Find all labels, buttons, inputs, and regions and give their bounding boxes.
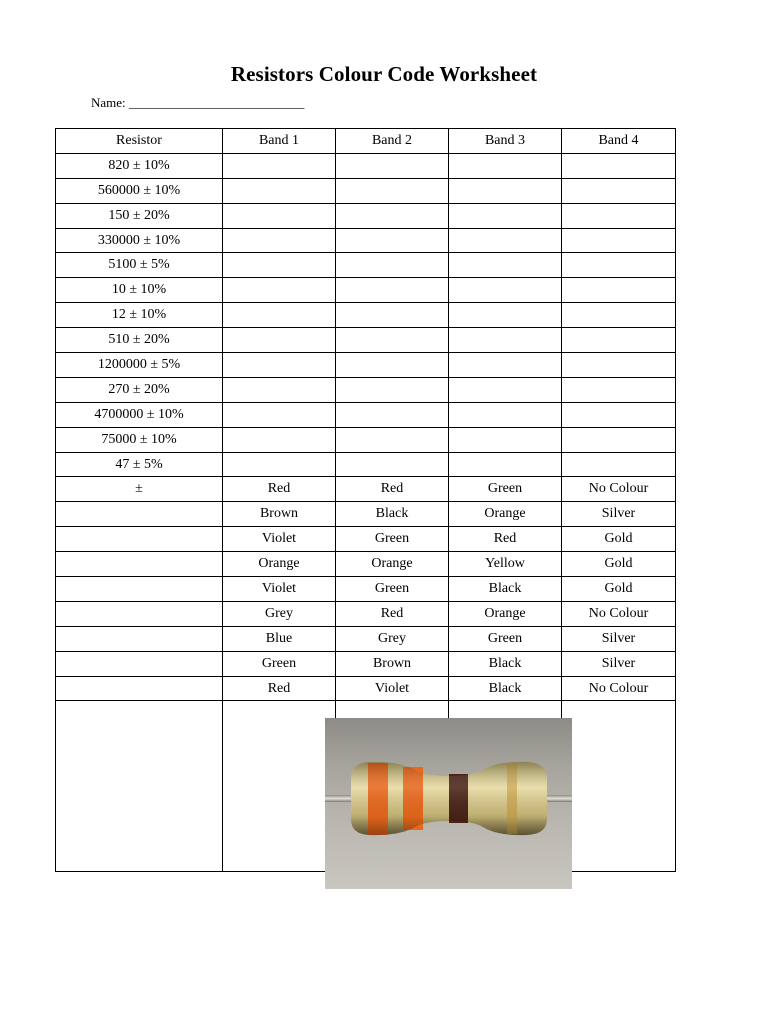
band-1-color-cell: Violet	[223, 527, 336, 552]
band-1-answer-cell[interactable]	[223, 228, 336, 253]
band-4-color-cell: Gold	[562, 527, 676, 552]
band-2-answer-cell[interactable]	[336, 178, 449, 203]
resistor-value-cell: 560000 ± 10%	[56, 178, 223, 203]
table-row	[56, 377, 676, 402]
resistor-answer-cell[interactable]	[56, 701, 223, 872]
band-2-answer-cell[interactable]	[336, 228, 449, 253]
header-resistor: Resistor	[56, 129, 223, 154]
band-3-answer-cell[interactable]	[449, 377, 562, 402]
band-4-color-cell: No Colour	[562, 601, 676, 626]
resistor-value-cell: 47 ± 5%	[56, 452, 223, 477]
band-1-color-cell: Green	[223, 651, 336, 676]
resistor-answer-cell[interactable]: ±	[56, 477, 223, 502]
band-1-color-cell: Grey	[223, 601, 336, 626]
band-2-answer-cell[interactable]	[336, 427, 449, 452]
band-1-answer-cell[interactable]	[223, 328, 336, 353]
resistor-value-cell: 75000 ± 10%	[56, 427, 223, 452]
band-3-color-cell: Red	[449, 527, 562, 552]
band-4-color-cell: No Colour	[562, 676, 676, 701]
band-2-answer-cell[interactable]	[336, 402, 449, 427]
band-3-color-cell: Orange	[449, 502, 562, 527]
table-row	[56, 477, 676, 502]
band-2-color-cell: Green	[336, 577, 449, 602]
band-2-answer-cell[interactable]	[336, 452, 449, 477]
band-1-answer-cell[interactable]	[223, 402, 336, 427]
band-3-answer-cell[interactable]	[449, 402, 562, 427]
band-4-color-cell: Gold	[562, 552, 676, 577]
resistor-answer-cell[interactable]	[56, 502, 223, 527]
table-row	[56, 601, 676, 626]
table-row	[56, 552, 676, 577]
table-row	[56, 328, 676, 353]
left-lead	[325, 795, 355, 802]
band-4-answer-cell[interactable]	[562, 303, 676, 328]
resistor-answer-cell[interactable]	[56, 601, 223, 626]
band-3-answer-cell[interactable]	[449, 452, 562, 477]
band-3-color-cell: Black	[449, 651, 562, 676]
band-4-answer-cell[interactable]	[562, 377, 676, 402]
band-2-answer-cell[interactable]	[336, 353, 449, 378]
band-1-color-cell: Brown	[223, 502, 336, 527]
band-1-answer-cell[interactable]	[223, 253, 336, 278]
band-1-color-cell: Violet	[223, 577, 336, 602]
band-1-color-cell: Blue	[223, 626, 336, 651]
resistor-value-cell: 1200000 ± 5%	[56, 353, 223, 378]
resistor-value-cell: 270 ± 20%	[56, 377, 223, 402]
band-3-answer-cell[interactable]	[449, 353, 562, 378]
table-row	[56, 228, 676, 253]
band-4-answer-cell[interactable]	[562, 228, 676, 253]
table-row	[56, 651, 676, 676]
band-1-answer-cell[interactable]	[223, 278, 336, 303]
band-3-answer-cell[interactable]	[449, 178, 562, 203]
resistor-answer-cell[interactable]	[56, 626, 223, 651]
table-row	[56, 577, 676, 602]
band-2-color-cell: Red	[336, 601, 449, 626]
band-2-answer-cell[interactable]	[336, 377, 449, 402]
band-1-answer-cell[interactable]	[223, 303, 336, 328]
band-1-answer-cell[interactable]	[223, 203, 336, 228]
table-header-row	[56, 129, 676, 154]
band-2-color-cell: Green	[336, 527, 449, 552]
resistor-value-cell: 510 ± 20%	[56, 328, 223, 353]
band-3-answer-cell[interactable]	[449, 253, 562, 278]
table-row	[56, 253, 676, 278]
band-3-answer-cell[interactable]	[449, 427, 562, 452]
band-4-answer-cell[interactable]	[562, 452, 676, 477]
table-row	[56, 527, 676, 552]
band-4-answer-cell[interactable]	[562, 153, 676, 178]
table-row	[56, 676, 676, 701]
resistor-illustration	[325, 718, 572, 889]
band-4-color-cell: Silver	[562, 502, 676, 527]
resistor-answer-cell[interactable]	[56, 651, 223, 676]
band-1-answer-cell[interactable]	[223, 153, 336, 178]
band-2-answer-cell[interactable]	[336, 253, 449, 278]
band-4-answer-cell[interactable]	[562, 253, 676, 278]
table-row	[56, 178, 676, 203]
band-2-answer-cell[interactable]	[336, 203, 449, 228]
band-2-color-cell: Black	[336, 502, 449, 527]
table-row	[56, 353, 676, 378]
band-1-color-cell: Red	[223, 676, 336, 701]
table-row	[56, 303, 676, 328]
band-4-color-cell: Gold	[562, 577, 676, 602]
band-2-color-cell: Orange	[336, 552, 449, 577]
band-3-color-cell: Orange	[449, 601, 562, 626]
band-3-color-cell: Green	[449, 626, 562, 651]
band-3-answer-cell[interactable]	[449, 278, 562, 303]
band-4-color-cell: Silver	[562, 651, 676, 676]
resistor-value-cell: 5100 ± 5%	[56, 253, 223, 278]
band-4-answer-cell[interactable]	[562, 178, 676, 203]
resistor-photo	[325, 718, 572, 889]
band-2-answer-cell[interactable]	[336, 303, 449, 328]
resistor-value-cell: 12 ± 10%	[56, 303, 223, 328]
band-2-color-cell: Red	[336, 477, 449, 502]
resistor-answer-cell[interactable]	[56, 577, 223, 602]
table-row	[56, 502, 676, 527]
resistor-value-cell: 330000 ± 10%	[56, 228, 223, 253]
band-4-answer-cell[interactable]	[562, 427, 676, 452]
band-2-color-cell: Violet	[336, 676, 449, 701]
band-4-color-cell: Silver	[562, 626, 676, 651]
band-1-answer-cell[interactable]	[223, 353, 336, 378]
band-4-answer-cell[interactable]	[562, 328, 676, 353]
resistor-answer-cell[interactable]	[56, 676, 223, 701]
band-4-color-cell: No Colour	[562, 477, 676, 502]
band-4-answer-cell[interactable]	[562, 353, 676, 378]
table-row	[56, 427, 676, 452]
table-row	[56, 626, 676, 651]
band-2-answer-cell[interactable]	[336, 328, 449, 353]
band-2-color-cell: Brown	[336, 651, 449, 676]
image-row-cell	[223, 701, 336, 872]
band-1-color-cell: Orange	[223, 552, 336, 577]
band-4-answer-cell[interactable]	[562, 203, 676, 228]
band-3-answer-cell[interactable]	[449, 228, 562, 253]
band-1-answer-cell[interactable]	[223, 178, 336, 203]
resistor-value-cell: 10 ± 10%	[56, 278, 223, 303]
band-2-answer-cell[interactable]	[336, 278, 449, 303]
resistor-answer-cell[interactable]	[56, 552, 223, 577]
body-shading	[351, 762, 547, 835]
header-band-1: Band 1	[223, 129, 336, 154]
band-2-color-cell: Grey	[336, 626, 449, 651]
band-3-color-cell: Yellow	[449, 552, 562, 577]
worksheet-title: Resistors Colour Code Worksheet	[230, 62, 538, 86]
table-row	[56, 452, 676, 477]
right-lead	[543, 795, 572, 802]
header-band-4: Band 4	[562, 129, 676, 154]
band-4-answer-cell[interactable]	[562, 278, 676, 303]
resistor-answer-cell[interactable]	[56, 527, 223, 552]
table-row	[56, 278, 676, 303]
band-3-answer-cell[interactable]	[449, 328, 562, 353]
image-row-cell	[562, 701, 676, 872]
band-3-answer-cell[interactable]	[449, 303, 562, 328]
band-3-answer-cell[interactable]	[449, 203, 562, 228]
header-band-2: Band 2	[336, 129, 449, 154]
band-4-answer-cell[interactable]	[562, 402, 676, 427]
band-3-color-cell: Black	[449, 676, 562, 701]
table-row	[56, 153, 676, 178]
band-3-color-cell: Green	[449, 477, 562, 502]
band-3-color-cell: Black	[449, 577, 562, 602]
band-1-answer-cell[interactable]	[223, 377, 336, 402]
name-field-label: Name: ___________________________	[91, 95, 305, 110]
band-1-answer-cell[interactable]	[223, 427, 336, 452]
band-2-answer-cell[interactable]	[336, 153, 449, 178]
table-row	[56, 203, 676, 228]
band-1-color-cell: Red	[223, 477, 336, 502]
resistor-value-cell: 4700000 ± 10%	[56, 402, 223, 427]
header-band-3: Band 3	[449, 129, 562, 154]
resistor-value-cell: 150 ± 20%	[56, 203, 223, 228]
resistor-value-cell: 820 ± 10%	[56, 153, 223, 178]
band-3-answer-cell[interactable]	[449, 153, 562, 178]
band-1-answer-cell[interactable]	[223, 452, 336, 477]
table-row	[56, 402, 676, 427]
